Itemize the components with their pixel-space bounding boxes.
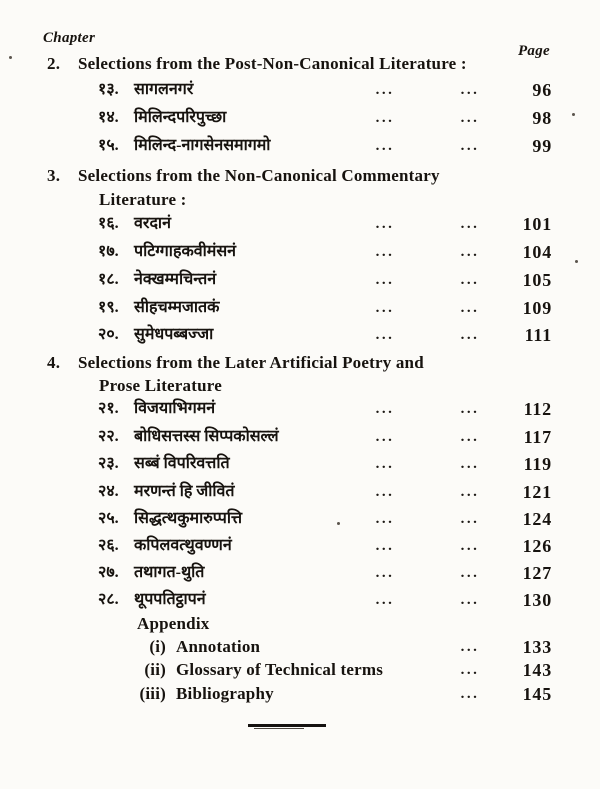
- section-number: 3.: [47, 166, 61, 185]
- dots-leader: ...: [375, 244, 395, 260]
- toc-item-row: [0, 425, 600, 449]
- item-title: बोधिसत्तस्स सिप्पकोसल्लं: [134, 428, 279, 445]
- dots-leader: ...: [460, 511, 480, 527]
- dots-leader: ...: [375, 300, 395, 316]
- dots-leader: ...: [460, 300, 480, 316]
- scan-speck: [9, 56, 12, 59]
- page-number: 119: [523, 454, 552, 474]
- toc-item-row: [0, 588, 600, 612]
- page-column-header: Page: [517, 43, 550, 59]
- page-number: 133: [522, 637, 552, 657]
- item-number: १९.: [98, 299, 119, 316]
- section-title: Selections from the Later Artificial Poetry and: [78, 353, 424, 372]
- dots-leader: ...: [375, 138, 395, 154]
- page-number: 124: [522, 509, 552, 529]
- item-title: सुमेधपब्बज्जा: [134, 326, 214, 343]
- page-number: 109: [522, 298, 552, 318]
- dots-leader: ...: [375, 456, 395, 472]
- item-title: सिद्धत्थकुमारुप्पत्ति: [134, 510, 243, 527]
- section-heading: [0, 164, 600, 188]
- item-title: थूपपतिट्ठापनं: [134, 591, 206, 608]
- section-title: Selections from the Non-Canonical Commentary: [78, 166, 440, 185]
- toc-item-row: [0, 397, 600, 421]
- item-title: कपिलवत्थुवण्णनं: [134, 537, 232, 554]
- dots-leader: ...: [460, 327, 480, 343]
- dots-leader: ...: [375, 592, 395, 608]
- item-number: १७.: [98, 243, 119, 260]
- dots-leader: ...: [375, 565, 395, 581]
- item-number: १५.: [98, 137, 119, 154]
- page-number: 145: [522, 684, 552, 704]
- item-number: २६.: [98, 537, 119, 554]
- page-number: 101: [522, 214, 552, 234]
- page-number: 121: [522, 482, 552, 502]
- section-heading-line2: [0, 188, 600, 212]
- toc-item-row: [0, 323, 600, 347]
- appendix-item-title: Annotation: [176, 637, 261, 656]
- chapter-column-header: Chapter: [43, 30, 96, 46]
- dots-leader: ...: [375, 216, 395, 232]
- item-number: २५.: [98, 510, 119, 527]
- dots-leader: ...: [375, 484, 395, 500]
- appendix-item-number: (iii): [139, 684, 166, 703]
- page-number: 126: [522, 536, 552, 556]
- toc-item-row: [0, 452, 600, 476]
- dots-leader: ...: [460, 686, 480, 702]
- appendix-item-title: Glossary of Technical terms: [176, 660, 384, 679]
- toc-item-row: [0, 134, 600, 158]
- item-title: तथागत-थुति: [134, 564, 205, 581]
- item-number: १६.: [98, 215, 119, 232]
- toc-item-row: [0, 561, 600, 585]
- dots-leader: ...: [375, 538, 395, 554]
- end-of-contents-rule: [248, 724, 326, 727]
- item-title: सीहचम्मजातकं: [134, 299, 220, 316]
- dots-leader: ...: [375, 429, 395, 445]
- dots-leader: ...: [460, 484, 480, 500]
- section-title: Selections from the Post-Non-Canonical Literature :: [78, 54, 467, 73]
- item-title: नेक्खम्मचिन्तनं: [134, 271, 217, 288]
- dots-leader: ...: [460, 592, 480, 608]
- dots-leader: ...: [460, 138, 480, 154]
- dots-leader: ...: [460, 244, 480, 260]
- page-number: 98: [532, 108, 552, 128]
- section-number: 4.: [47, 353, 61, 372]
- toc-item-row: [0, 240, 600, 264]
- dots-leader: ...: [460, 538, 480, 554]
- appendix-item-number: (i): [149, 637, 166, 656]
- dots-leader: ...: [460, 82, 480, 98]
- dots-leader: ...: [460, 401, 480, 417]
- page-number: 117: [523, 427, 552, 447]
- item-title: मरणन्तं हि जीवितं: [134, 483, 235, 500]
- item-title: मिलिन्द-नागसेनसमागमो: [134, 137, 271, 154]
- appendix-item-row: [0, 635, 600, 659]
- page-number: 96: [532, 80, 552, 100]
- scan-speck: [337, 522, 340, 525]
- dots-leader: ...: [460, 565, 480, 581]
- page-number: 99: [532, 136, 552, 156]
- toc-item-row: [0, 106, 600, 130]
- page-number: 105: [522, 270, 552, 290]
- scan-speck: [575, 260, 578, 263]
- dots-leader: ...: [460, 110, 480, 126]
- toc-item-row: [0, 78, 600, 102]
- page-number: 104: [522, 242, 552, 262]
- toc-item-row: [0, 507, 600, 531]
- toc-item-row: [0, 268, 600, 292]
- item-number: १३.: [98, 81, 119, 98]
- dots-leader: ...: [375, 272, 395, 288]
- toc-item-row: [0, 212, 600, 236]
- toc-item-row: [0, 296, 600, 320]
- appendix-heading: [0, 612, 600, 636]
- item-title: सब्बं विपरिवत्तति: [134, 455, 230, 472]
- page-number: 143: [522, 660, 552, 680]
- dots-leader: ...: [460, 639, 480, 655]
- appendix-item-number: (ii): [144, 660, 166, 679]
- dots-leader: ...: [460, 456, 480, 472]
- item-title: मिलिन्दपरिपुच्छा: [134, 109, 227, 126]
- item-number: १८.: [98, 271, 119, 288]
- appendix-item-row: [0, 682, 600, 706]
- dots-leader: ...: [375, 110, 395, 126]
- page-number: 130: [522, 590, 552, 610]
- dots-leader: ...: [460, 216, 480, 232]
- item-title: विजयाभिगमनं: [134, 400, 216, 417]
- item-title: पटिग्गाहकवीमंसनं: [134, 243, 237, 260]
- toc-item-row: [0, 534, 600, 558]
- dots-leader: ...: [375, 82, 395, 98]
- dots-leader: ...: [375, 327, 395, 343]
- scan-speck: [572, 113, 575, 116]
- appendix-item-title: Bibliography: [176, 684, 274, 703]
- item-number: २१.: [98, 400, 119, 417]
- item-number: २४.: [98, 483, 119, 500]
- section-title-continued: Literature :: [99, 190, 187, 209]
- appendix-item-row: [0, 658, 600, 682]
- dots-leader: ...: [460, 429, 480, 445]
- item-number: २२.: [98, 428, 119, 445]
- item-number: १४.: [98, 109, 119, 126]
- item-number: २७.: [98, 564, 119, 581]
- page-number: 127: [522, 563, 552, 583]
- item-title: वरदानं: [134, 215, 171, 232]
- section-heading-line2: [0, 374, 600, 398]
- dots-leader: ...: [460, 662, 480, 678]
- section-heading: [0, 351, 600, 375]
- section-title-continued: Prose Literature: [99, 376, 222, 395]
- dots-leader: ...: [460, 272, 480, 288]
- item-number: २८.: [98, 591, 119, 608]
- appendix-label: Appendix: [137, 614, 210, 633]
- section-number: 2.: [47, 54, 61, 73]
- section-heading: [0, 52, 600, 76]
- page-number: 112: [523, 399, 552, 419]
- item-number: २३.: [98, 455, 119, 472]
- item-number: २०.: [98, 326, 119, 343]
- page-number: 111: [524, 325, 552, 345]
- dots-leader: ...: [375, 511, 395, 527]
- toc-item-row: [0, 480, 600, 504]
- item-title: सागलनगरं: [134, 81, 194, 98]
- dots-leader: ...: [375, 401, 395, 417]
